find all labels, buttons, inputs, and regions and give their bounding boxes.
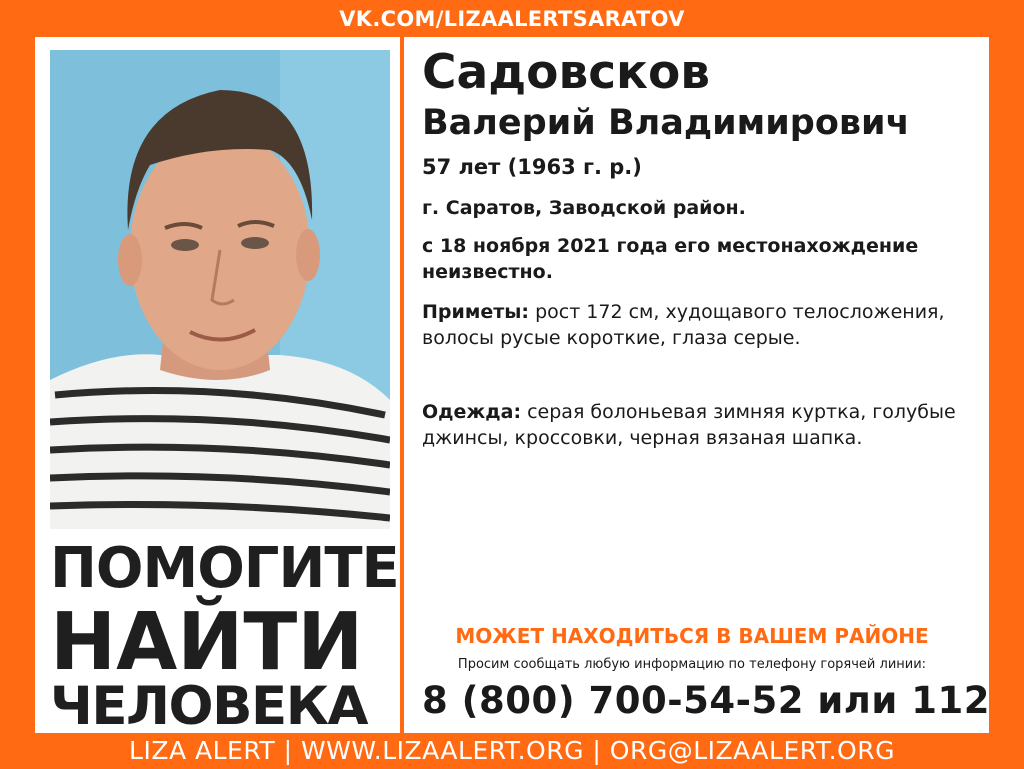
person-location: г. Саратов, Заводской район.	[422, 197, 746, 219]
missing-since: с 18 ноября 2021 года его местонахождение неизвестно.	[422, 235, 919, 283]
person-signs	[422, 299, 982, 351]
may-be-nearby: МОЖЕТ НАХОДИТЬСЯ В ВАШЕМ РАЙОНЕ	[455, 624, 929, 648]
person-name: Валерий Владимирович	[422, 103, 910, 143]
person-clothes	[422, 399, 982, 451]
slogan-line-1: ПОМОГИТЕ	[50, 536, 399, 601]
contact-request: Просим сообщать любую информацию по телефону горячей линии:	[457, 657, 927, 672]
person-age: 57 лет (1963 г. р.)	[422, 155, 642, 179]
footer-links[interactable]: LIZA ALERT | WWW.LIZAALERT.ORG | ORG@LIZAALERT.ORG	[129, 736, 895, 765]
header-url: VK.COM/LIZAALERTSARATOV	[339, 7, 685, 31]
poster-card	[35, 37, 990, 737]
clothes-label: Одежда:	[422, 401, 522, 423]
slogan-line-3: ЧЕЛОВЕКА	[50, 676, 368, 737]
person-photo	[50, 50, 390, 529]
signs-text: рост 172 см, худощавого телосложения, волосы русые короткие, глаза серые.	[422, 301, 945, 349]
vertical-divider	[400, 37, 404, 733]
person-surname: Садовсков	[422, 45, 710, 100]
clothes-text: серая болоньевая зимняя куртка, голубые джинсы, кроссовки, черная вязаная шапка.	[422, 401, 956, 449]
signs-label: Приметы:	[422, 301, 530, 323]
slogan-line-2: НАЙТИ	[50, 596, 364, 688]
hotline-phone[interactable]: 8 (800) 700-54-52 или 112	[422, 679, 990, 722]
